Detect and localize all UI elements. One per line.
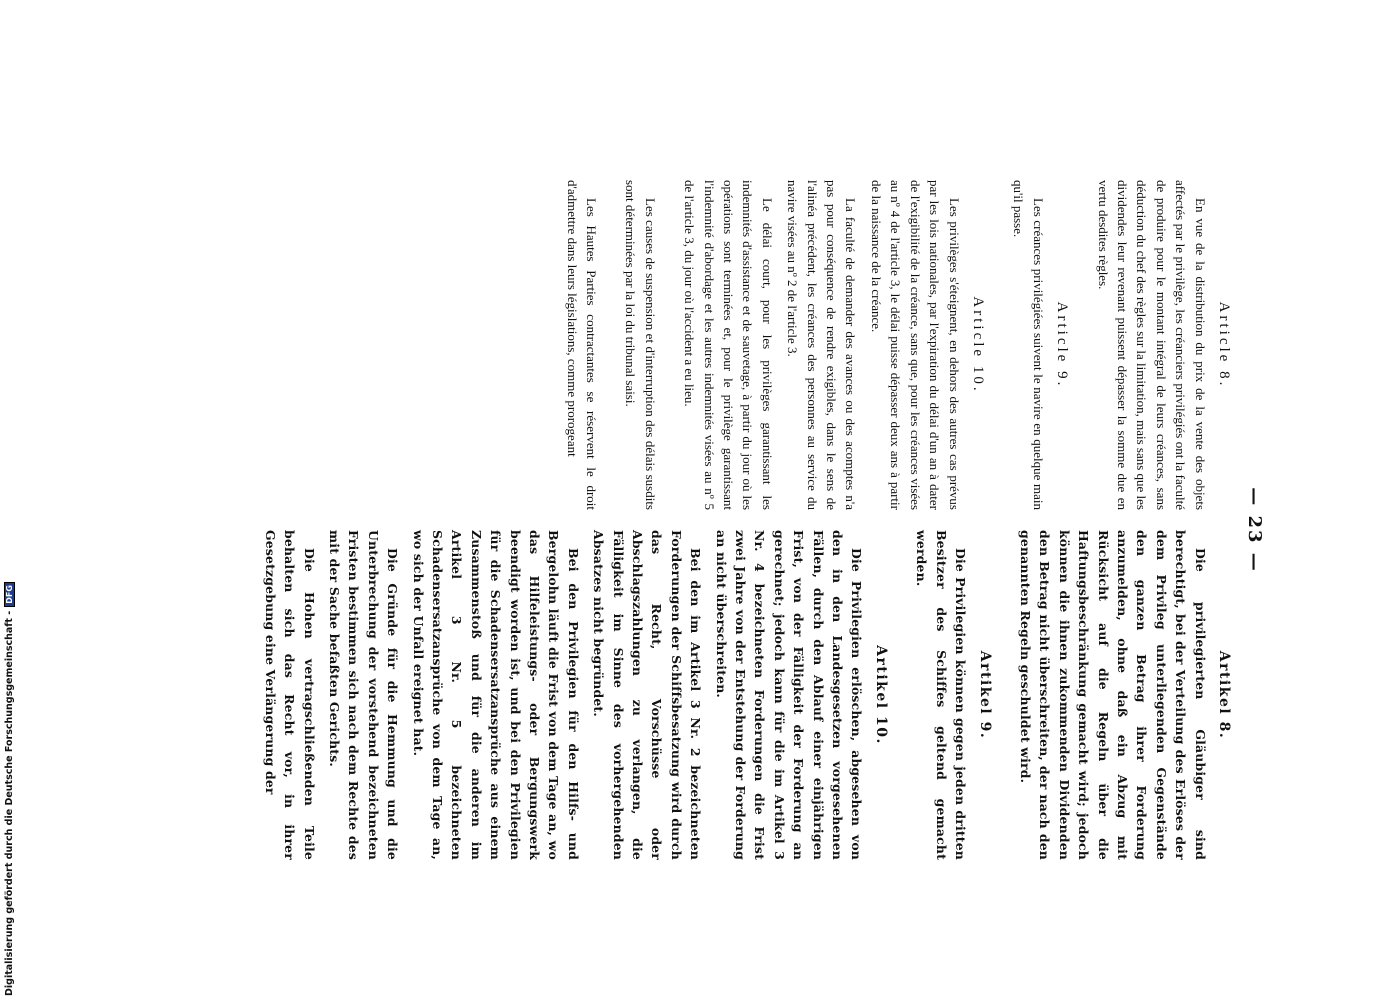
article-paragraph: Les causes de suspension et d'interruption des délais susdits sont déterminées par la loi du tribunal saisi.	[623, 180, 658, 510]
article-title: Artikel 8.	[1216, 650, 1232, 740]
article-title: Article 8.	[1216, 301, 1232, 389]
article-title: Article 10.	[969, 296, 986, 394]
digitization-credit	[4, 582, 15, 996]
article-paragraph: Les créances privilégiées suivent le navire en quelque main qu'il passe.	[1011, 180, 1046, 510]
article-paragraph: Die Privilegien können gegen jeden dritten Besitzer des Schiffes geltend gemacht werden.	[914, 530, 969, 860]
french-column	[556, 180, 1235, 510]
credit-text: Digitalisierung gefördert durch die Deutsche Forschungsgemeinschaft -	[4, 610, 15, 996]
article-paragraph: Die Gründe für die Hemmung und die Unterbrechung der vorstehend bezeichneten Fristen bestimmen sich nach dem Rechte des mit der Sache befaßten Gerichts.	[326, 530, 401, 860]
article-paragraph: En vue de la distribution du prix de la vente des objets affectés par le privilège, les créanciers privilégiés ont la faculté de produire pour le montant intégral de leurs créances, sans déduction du chef des règles sur la limitation, mais sans que les dividendes leur revenant puissent dépasser la somme due en vertu desdites règles.	[1095, 180, 1208, 510]
article-title: Artikel 10.	[872, 645, 889, 745]
article-paragraph: Bei den Privilegien für den Hilfs- und Bergelohn läuft die Frist von dem Tage an, wo das Hilfeleistungs- oder Bergungswerk beendigt worden ist, und bei den Privilegien für die Schadensersatzansprüche aus einem Zusammenstoß und für die anderen im Artikel 3 Nr. 5 bezeichneten Schadensersatzansprüche von dem Tage an, wo sich der Unfall ereignet hat.	[410, 530, 581, 860]
article-paragraph: Le délai court, pour les privilèges garantissant les indemnités d'assistance et de sauvetage, à partir du jour où les opérations sont terminées et, pour le privilège garantissant l'indemnité d'abordage et les autres indemnités visées au nº 5 de l'article 3, du jour où l'accident a eu lieu.	[682, 180, 775, 510]
article-paragraph: Die Hohen vertragschließenden Teile behalten sich das Recht vor, in ihrer Gesetzgebung eine Verlängerung der	[262, 530, 317, 860]
article-paragraph: Les privilèges s'éteignent, en dehors des autres cas prévus par les lois nationales, par l'expiration du délai d'un an à dater de l'exigibilité de la créance, sans que, pour les créances visées au nº 4 de l'article 3, le délai puisse dépasser deux ans à partir de la naissance de la créance.	[868, 180, 962, 510]
article-title: Artikel 9.	[976, 650, 993, 740]
article-paragraph: Die privilegierten Gläubiger sind berechtigt, bei der Verteilung des Erlöses der dem Privileg unterliegenden Gegenstände den ganzen Betrag ihrer Forderung anzumelden, ohne daß ein Abzug mit Rücksicht auf die Regeln über die Haftungsbeschränkung gemacht wird; jedoch können die ihnen zukommenden Dividenden den Betrag nicht überschreiten, der nach den genannten Regeln geschuldet wird.	[1017, 530, 1208, 860]
article-paragraph: Les Hautes Parties contractantes se réservent le droit d'admettre dans leurs législations, comme prorogeant	[564, 180, 600, 510]
article-paragraph: Bei den im Artikel 3 Nr. 2 bezeichneten Forderungen der Schiffsbesatzung wird durch das Recht, Vorschüsse oder Abschlagszahlungen zu verlangen, die Fälligkeit im Sinne des vorhergehenden Absatzes nicht begründet.	[591, 530, 704, 860]
german-column	[254, 530, 1235, 860]
article-title: Article 9.	[1054, 301, 1071, 389]
article-paragraph: Die Privilegien erlöschen, abgesehen von den in den Landesgesetzen vorgesehenen Fällen, durch den Ablauf einer einjährigen Frist, von der Fälligkeit der Forderung an gerechnet; jedoch kann für die im Artikel 3 Nr. 4 bezeichneten Forderungen die Frist zwei Jahre von der Entstehung der Forderung an nicht überschreiten.	[713, 530, 865, 860]
page-number: — 23 —	[1244, 487, 1265, 573]
dfg-logo: DFG	[4, 582, 15, 607]
article-paragraph: La faculté de demander des avances ou des acomptes n'a pas pour conséquence de rendre exigibles, dans le sens de l'alinéa précédent, les créances des personnes au service du navire visées au nº 2 de l'article 3.	[785, 180, 859, 510]
rotated-text-block	[125, 180, 1265, 880]
